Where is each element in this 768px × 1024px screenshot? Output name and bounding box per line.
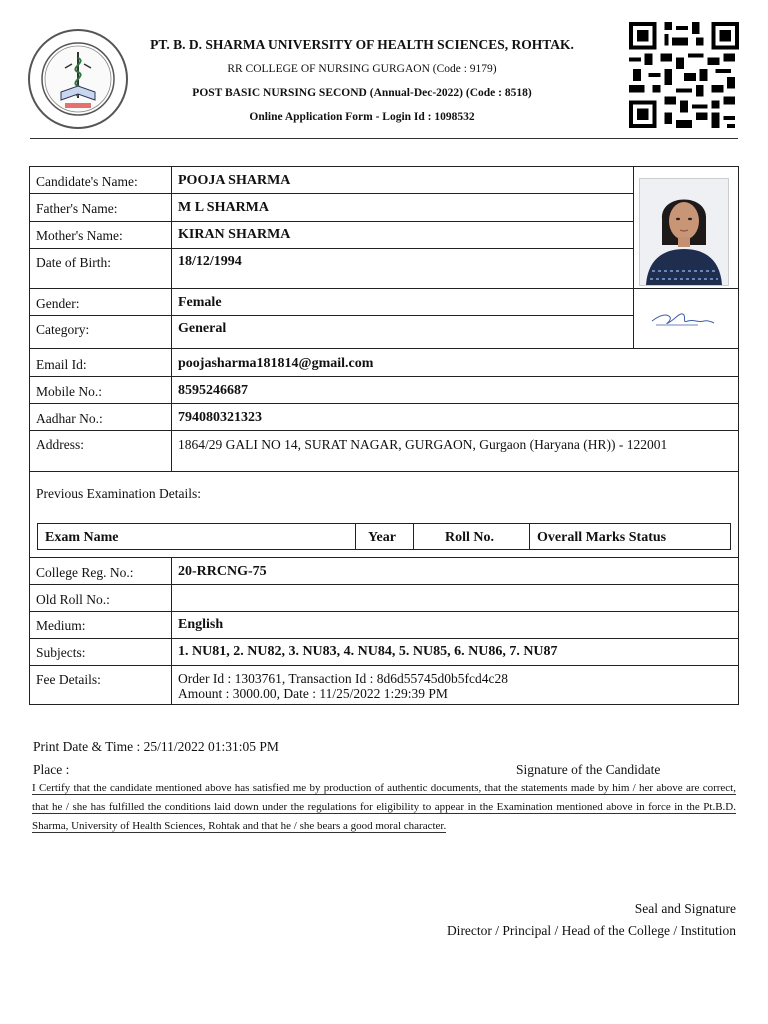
fee-order-line: Order Id : 1303761, Transaction Id : 8d6d55745d0b5fcd4c28 [178,671,508,686]
aadhar-value: 794080321323 [178,410,262,425]
email-label: Email Id: [36,357,87,372]
address-value: 1864/29 GALI NO 14, SURAT NAGAR, GURGAON, Gurgaon (Haryana (HR)) - 122001 [178,437,668,452]
father-name-label: Father's Name: [36,201,118,216]
college-name: RR COLLEGE OF NURSING GURGAON (Code : 9179) [227,63,497,75]
column-divider [355,523,356,550]
gender-value: Female [178,295,222,310]
certificate-paragraph: I Certify that the candidate mentioned above has satisfied me by production of authentic documents, that the statements made by him / her above are correct, that he / she has fulfilled the conditions laid down under the regulations for eligibility to appear in the Examination mentioned above in force in the Pt.B.D. Sharma, University of Health Sciences, Rohtak and that he / she bears a good moral character. [32,782,736,832]
father-name-value: M L SHARMA [178,200,269,215]
column-divider [413,523,414,550]
row-divider [30,403,738,404]
place-label: Place : [33,762,70,777]
print-date: Print Date & Time : 25/11/2022 01:31:05 PM [33,739,279,754]
mother-name-value: KIRAN SHARMA [178,227,291,242]
dob-label: Date of Birth: [36,255,111,270]
row-divider [30,376,738,377]
row-divider [30,611,738,612]
address-label: Address: [36,437,84,452]
row-divider [30,665,738,666]
seal-signature-label: Seal and Signature [634,901,736,916]
category-label: Category: [36,322,90,337]
exam-name-header: Exam Name [45,530,119,545]
form-title: Online Application Form - Login Id : 1098532 [249,111,475,123]
candidate-photo-icon [639,178,729,286]
row-divider [30,584,738,585]
exam-roll-header: Roll No. [445,530,494,545]
dob-value: 18/12/1994 [178,254,242,269]
previous-exam-title: Previous Examination Details: [36,486,201,501]
medium-label: Medium: [36,618,86,633]
fee-label: Fee Details: [36,672,101,687]
row-divider [30,221,633,222]
college-reg-label: College Reg. No.: [36,565,134,580]
medium-value: English [178,617,224,632]
column-divider [171,557,172,704]
column-divider [633,167,634,348]
college-reg-value: 20-RRCNG-75 [178,564,267,579]
aadhar-label: Aadhar No.: [36,411,103,426]
mobile-value: 8595246687 [178,383,248,398]
subjects-value: 1. NU81, 2. NU82, 3. NU83, 4. NU84, 5. NU85, 6. NU86, 7. NU87 [178,644,558,659]
row-divider [30,638,738,639]
gender-label: Gender: [36,296,80,311]
fee-amount-line: Amount : 3000.00, Date : 11/25/2022 1:29:39 PM [178,686,448,701]
row-divider [30,430,738,431]
exam-marks-header: Overall Marks Status [537,530,667,545]
row-divider [30,315,633,316]
header-divider [30,138,738,139]
email-value: poojasharma181814@gmail.com [178,356,374,371]
director-label: Director / Principal / Head of the College / Institution [446,923,736,938]
row-divider [30,557,738,558]
row-divider [30,193,633,194]
candidate-name-label: Candidate's Name: [36,174,138,189]
certificate-text [32,779,736,836]
course-name: POST BASIC NURSING SECOND (Annual-Dec-2022) (Code : 8518) [192,87,532,99]
subjects-label: Subjects: [36,645,86,660]
candidate-name-value: POOJA SHARMA [178,173,291,188]
category-value: General [178,321,227,336]
row-divider [30,288,738,289]
row-divider [30,471,738,472]
candidate-signature-label: Signature of the Candidate [516,762,661,777]
column-divider [529,523,530,550]
row-divider [30,348,738,349]
exam-year-header: Year [368,530,396,545]
university-title: PT. B. D. SHARMA UNIVERSITY OF HEALTH SCIENCES, ROHTAK. [150,37,574,52]
qr-code-icon [628,22,740,128]
mother-name-label: Mother's Name: [36,228,123,243]
mobile-label: Mobile No.: [36,384,102,399]
old-roll-label: Old Roll No.: [36,592,110,607]
column-divider [171,167,172,471]
candidate-signature-icon [648,303,718,333]
row-divider [30,248,633,249]
